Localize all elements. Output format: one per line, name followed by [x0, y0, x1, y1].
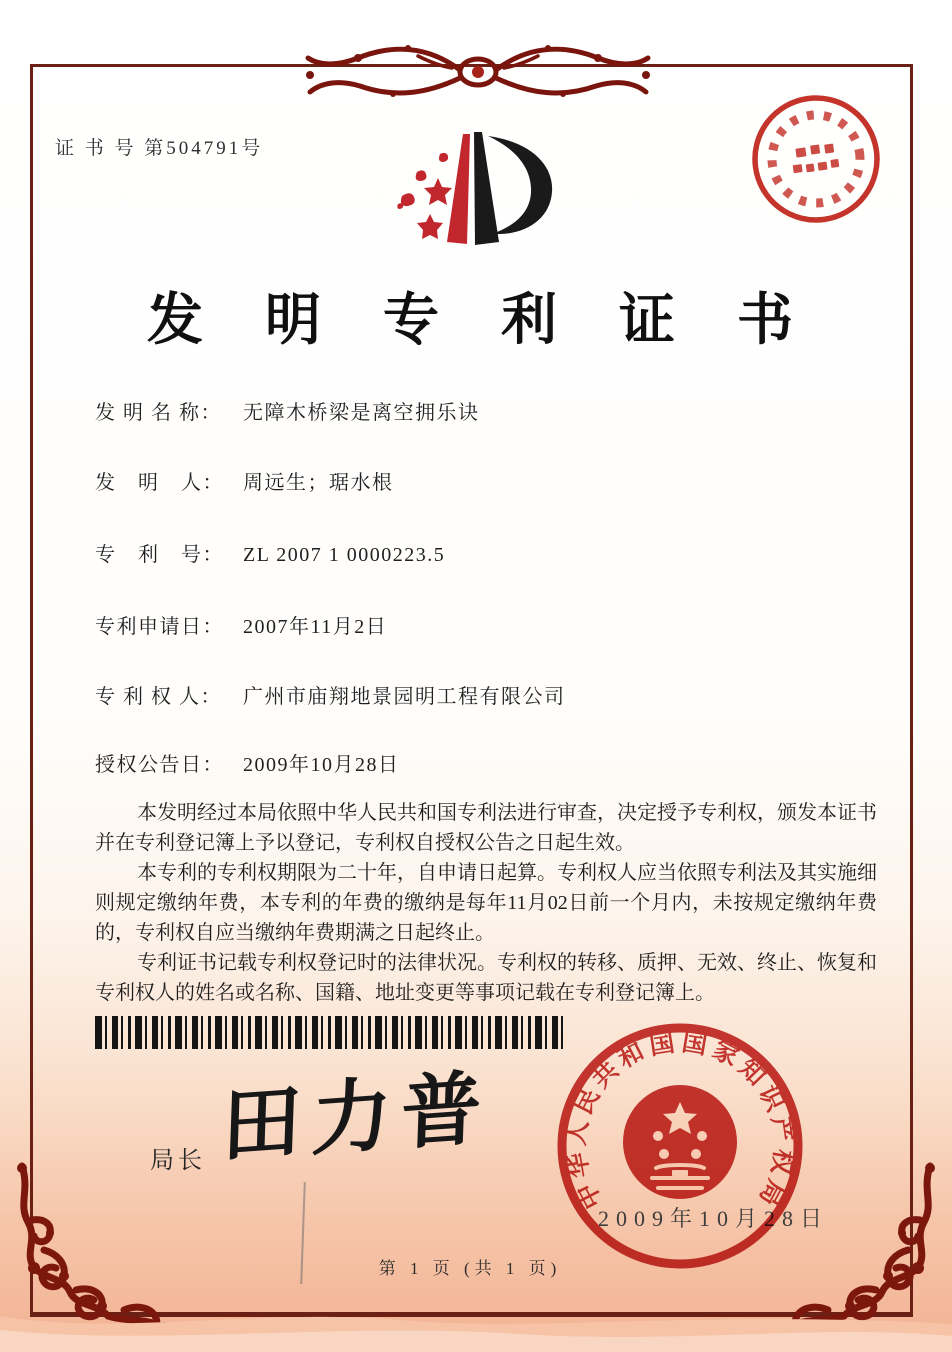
patent-number-value: ZL 2007 1 0000223.5	[243, 544, 446, 566]
grant-date-stamp: 2009年10月28日	[598, 1206, 830, 1231]
certificate-number: 证 书 号 第504791号	[55, 138, 264, 159]
logo-black-wedge	[474, 132, 499, 245]
legal-text-block	[95, 798, 877, 1008]
security-seal-icon	[745, 88, 887, 230]
legal-paragraph-1: 本发明经过本局依照中华人民共和国专利法进行审查，决定授予专利权，颁发本证书并在专利登记簿上予以登记，专利权自授权公告之日起生效。	[95, 802, 877, 854]
cnipa-logo-icon	[362, 124, 607, 274]
bottom-wave-ornament	[0, 1306, 952, 1352]
inventor-value: 周远生；琚水根	[243, 472, 394, 494]
seal-ring-text: 中华人民共和国国家知识产权局	[563, 1029, 797, 1215]
signer-title: 局长	[150, 1148, 206, 1174]
footer-page-number: 第 1 页 (共 1 页)	[378, 1259, 562, 1278]
grant-date-value: 2009年10月28日	[243, 754, 400, 776]
logo-stars	[397, 153, 452, 239]
national-emblem-seal-icon	[552, 1018, 808, 1274]
field-row-patentee	[95, 680, 885, 709]
field-row-patent-number	[95, 538, 885, 567]
field-row-inventor	[95, 466, 885, 495]
patentee-value: 广州市庙翔地景园明工程有限公司	[243, 686, 566, 708]
invention-name-label: 发 明 名 称：	[95, 402, 222, 424]
legal-paragraph-2: 本专利的专利权期限为二十年，自申请日起算。专利权人应当依照专利法及其实施细则规定缴纳年费，本专利的年费的缴纳是每年11月02日前一个月内，未按规定缴纳年费的，专利权自应当缴纳年费期满之日起终止。	[95, 862, 877, 944]
barcode	[95, 1016, 565, 1049]
field-row-filing-date	[95, 610, 885, 639]
invention-name-value: 无障木桥梁是离空拥乐诀	[243, 402, 480, 424]
field-row-invention-name	[95, 396, 885, 425]
filing-date-value: 2007年11月2日	[243, 616, 388, 638]
patent-number-label: 专 利 号：	[95, 544, 224, 566]
filing-date-label: 专利申请日：	[95, 616, 224, 638]
top-filigree-ornament-icon	[298, 36, 658, 108]
inventor-label: 发 明 人：	[95, 472, 224, 494]
commissioner-signature: 田力普	[220, 1059, 493, 1174]
logo-crescent	[488, 136, 552, 234]
patentee-label: 专 利 权 人：	[95, 686, 222, 708]
grant-date-label: 授权公告日：	[95, 754, 224, 776]
national-emblem	[623, 1085, 737, 1199]
page-title: 发 明 专 利 证 书	[147, 290, 817, 352]
field-row-grant-date	[95, 748, 885, 777]
legal-paragraph-3: 专利证书记载专利权登记时的法律状况。专利权的转移、质押、无效、终止、恢复和专利权人的姓名或名称、国籍、地址变更等事项记载在专利登记簿上。	[95, 952, 877, 1004]
